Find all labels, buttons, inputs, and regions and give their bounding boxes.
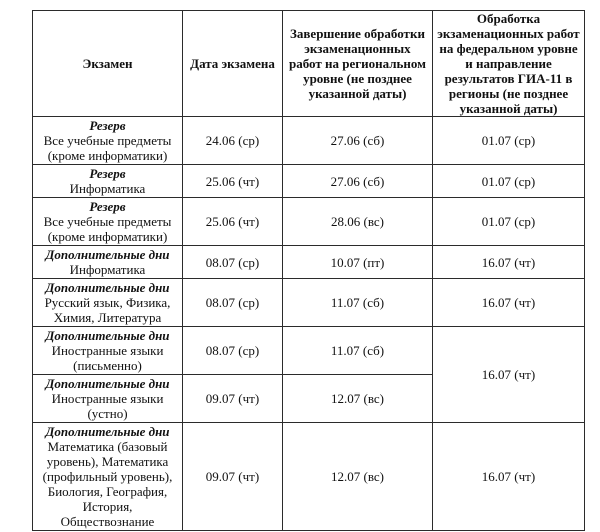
header-federal-processing: Обработка экзаменационных работ на федеральном уровне и направление результатов ГИА-11 в регионы (не позднее указанной даты) xyxy=(433,11,585,117)
regional-date: 27.06 (сб) xyxy=(283,165,433,198)
table-row xyxy=(33,198,585,246)
exam-subjects: Все учебные предметы (кроме информатики) xyxy=(43,214,172,244)
exam-date: 24.06 (ср) xyxy=(183,117,283,165)
exam-subjects: Иностранные языки (письменно) xyxy=(51,343,164,373)
regional-date: 27.06 (сб) xyxy=(283,117,433,165)
federal-date: 01.07 (ср) xyxy=(433,198,585,246)
exam-date: 08.07 (ср) xyxy=(183,246,283,279)
exam-type: Дополнительные дни xyxy=(45,247,170,262)
exam-type: Дополнительные дни xyxy=(45,280,170,295)
table-row xyxy=(33,327,585,375)
federal-date: 01.07 (ср) xyxy=(433,165,585,198)
table-row xyxy=(33,165,585,198)
exam-cell xyxy=(33,423,183,531)
table-row xyxy=(33,246,585,279)
exam-type: Резерв xyxy=(89,166,126,181)
table-row xyxy=(33,279,585,327)
regional-date: 11.07 (сб) xyxy=(283,327,433,375)
federal-date: 16.07 (чт) xyxy=(433,246,585,279)
exam-cell xyxy=(33,375,183,423)
exam-schedule-table xyxy=(32,10,585,531)
exam-type: Дополнительные дни xyxy=(45,424,170,439)
exam-subjects: Все учебные предметы (кроме информатики) xyxy=(43,133,172,163)
exam-date: 08.07 (ср) xyxy=(183,279,283,327)
exam-subjects: Иностранные языки (устно) xyxy=(51,391,164,421)
table-header-row xyxy=(33,11,585,117)
exam-cell xyxy=(33,165,183,198)
exam-subjects: Информатика xyxy=(69,181,146,196)
exam-cell xyxy=(33,279,183,327)
exam-date: 25.06 (чт) xyxy=(183,165,283,198)
exam-cell xyxy=(33,327,183,375)
exam-type: Резерв xyxy=(89,199,126,214)
table-row xyxy=(33,423,585,531)
exam-date: 08.07 (ср) xyxy=(183,327,283,375)
exam-cell xyxy=(33,198,183,246)
exam-date: 09.07 (чт) xyxy=(183,375,283,423)
regional-date: 28.06 (вс) xyxy=(283,198,433,246)
federal-date: 01.07 (ср) xyxy=(433,117,585,165)
header-regional-processing: Завершение обработки экзаменационных работ на региональном уровне (не позднее указанной даты) xyxy=(283,11,433,117)
regional-date: 11.07 (сб) xyxy=(283,279,433,327)
exam-date: 09.07 (чт) xyxy=(183,423,283,531)
exam-type: Дополнительные дни xyxy=(45,376,170,391)
exam-cell xyxy=(33,246,183,279)
regional-date: 10.07 (пт) xyxy=(283,246,433,279)
regional-date: 12.07 (вс) xyxy=(283,375,433,423)
table-row xyxy=(33,117,585,165)
federal-date-merged: 16.07 (чт) xyxy=(433,327,585,423)
header-exam-date: Дата экзамена xyxy=(183,11,283,117)
exam-type: Резерв xyxy=(89,118,126,133)
header-exam: Экзамен xyxy=(33,11,183,117)
exam-date: 25.06 (чт) xyxy=(183,198,283,246)
exam-subjects: Русский язык, Физика, Химия, Литература xyxy=(44,295,171,325)
exam-cell xyxy=(33,117,183,165)
exam-type: Дополнительные дни xyxy=(45,328,170,343)
exam-subjects: Математика (базовый уровень), Математика (профильный уровень), Биология, География, История, Обществознание xyxy=(42,439,173,529)
federal-date: 16.07 (чт) xyxy=(433,423,585,531)
exam-subjects: Информатика xyxy=(69,262,146,277)
federal-date: 16.07 (чт) xyxy=(433,279,585,327)
regional-date: 12.07 (вс) xyxy=(283,423,433,531)
